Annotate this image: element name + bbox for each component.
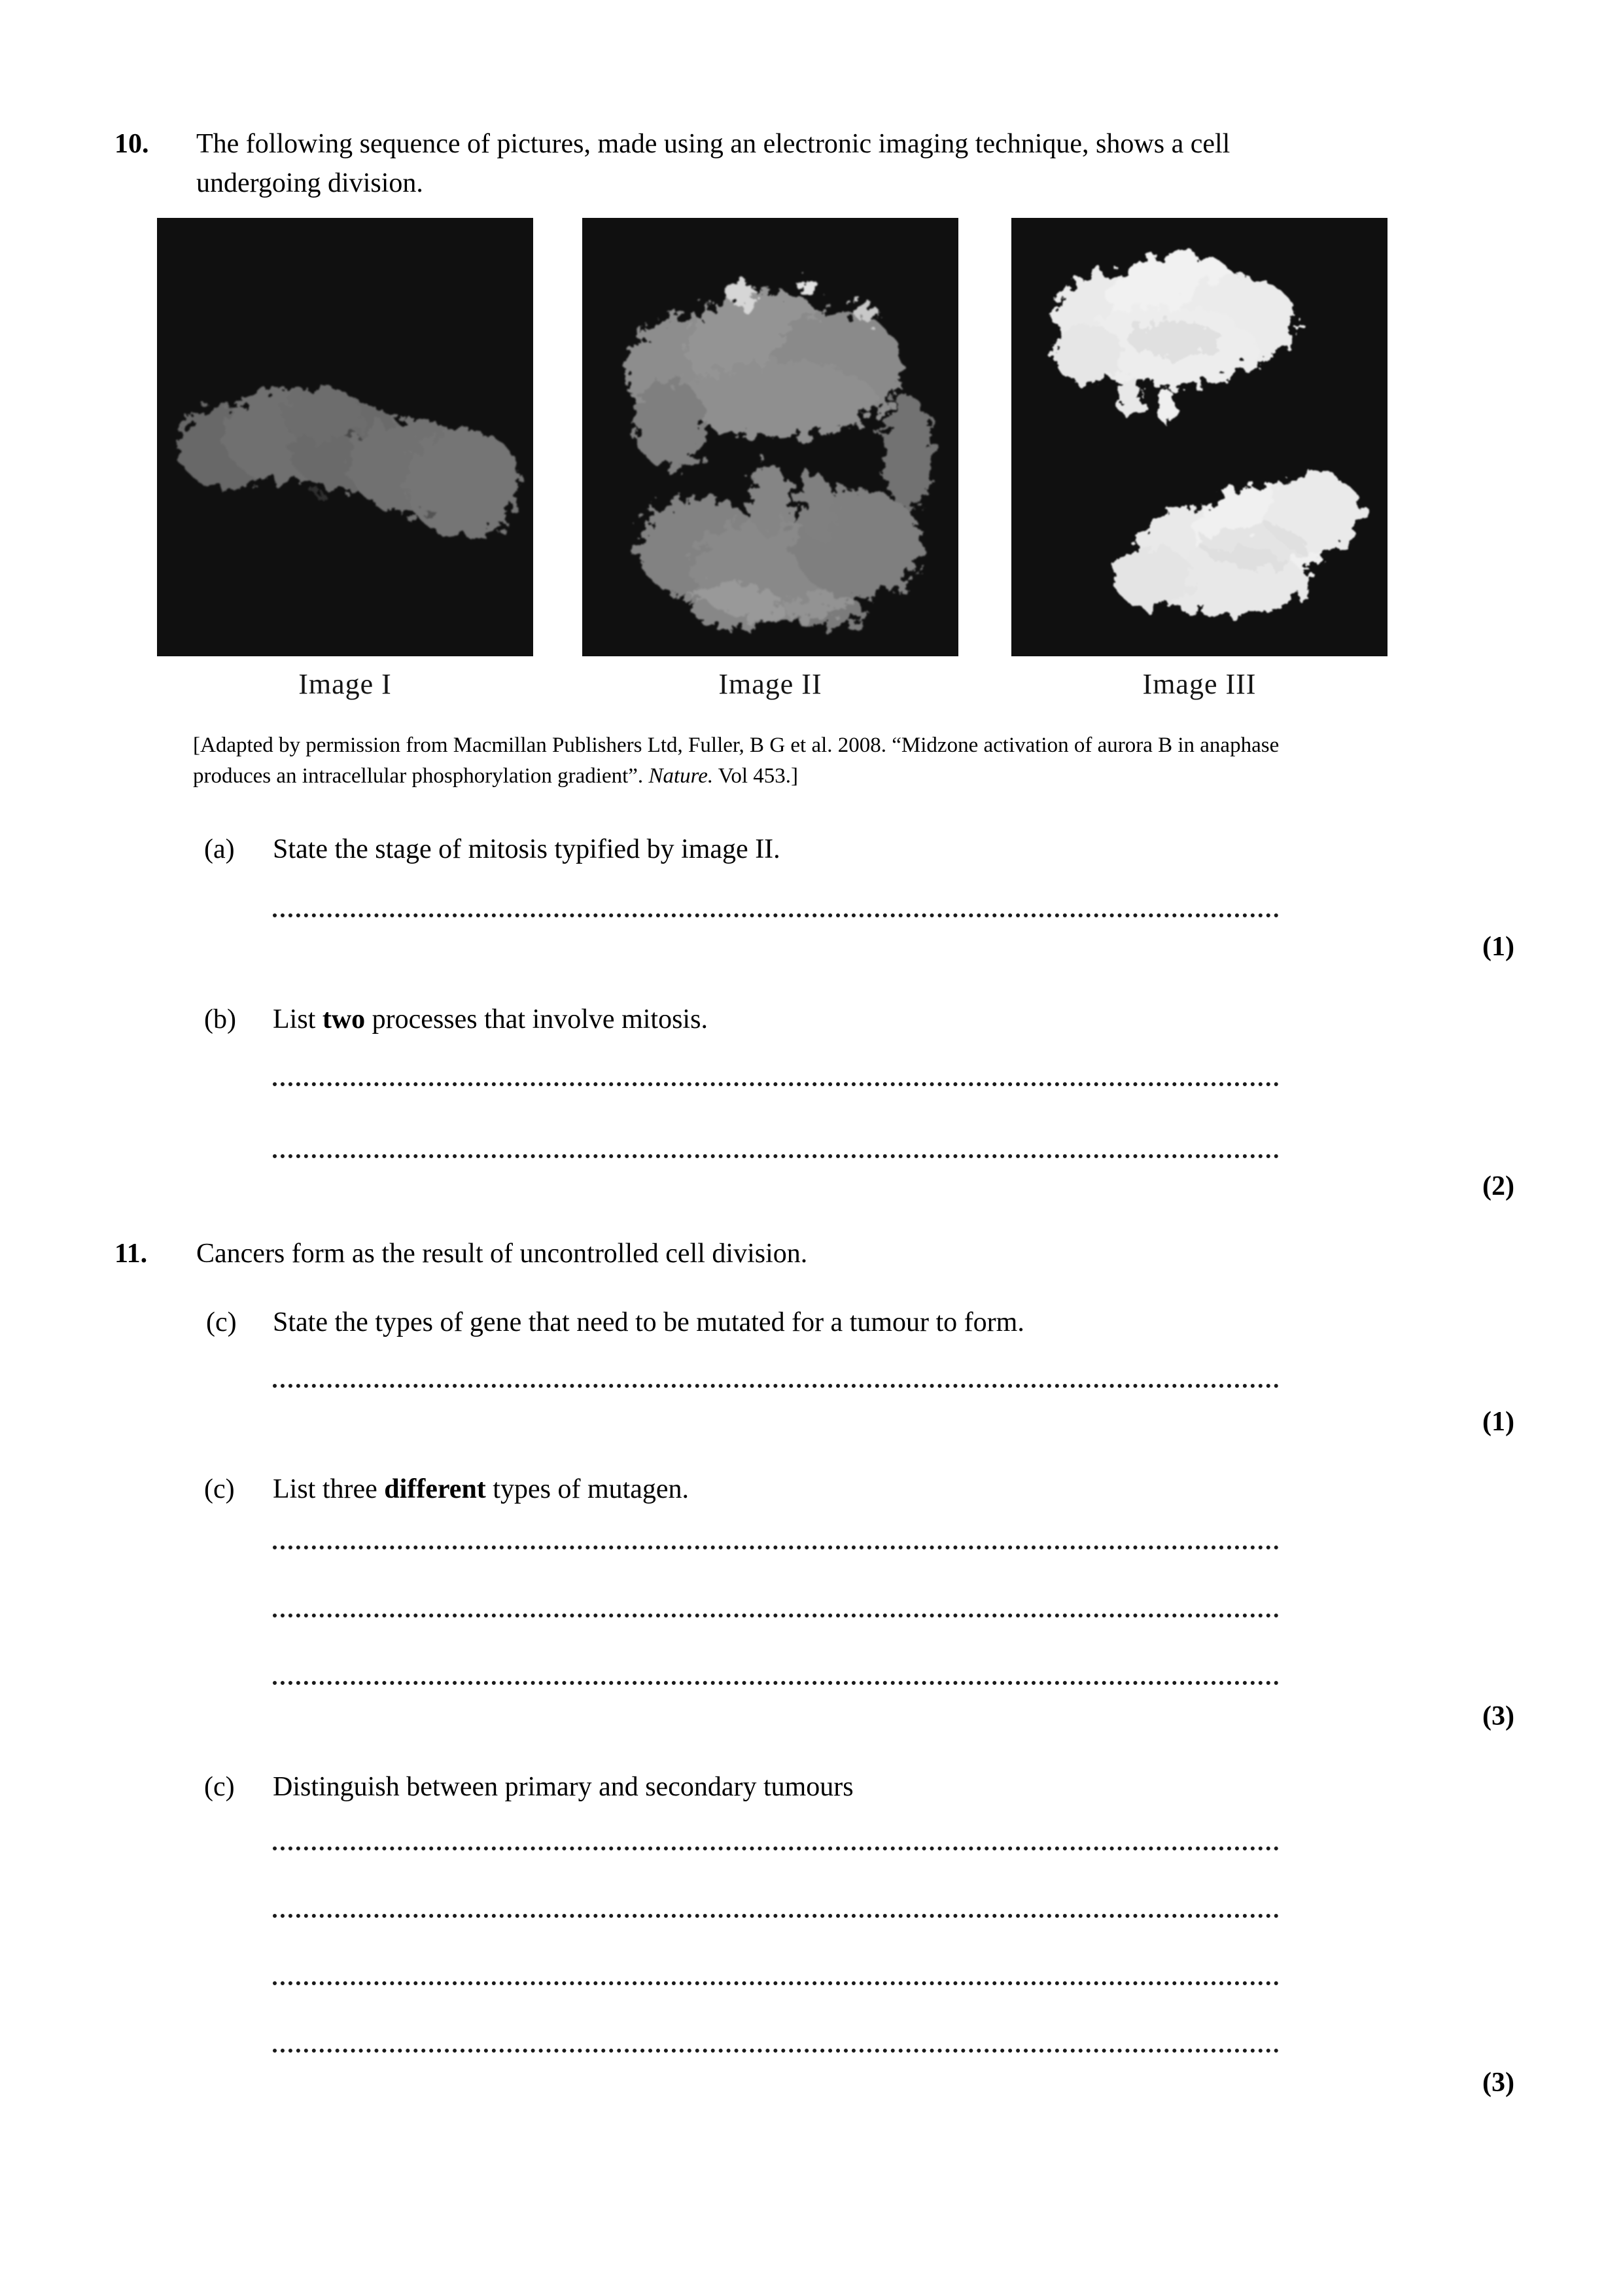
journal-name: Nature.	[648, 764, 714, 788]
answer-line	[273, 2049, 1279, 2053]
source-citation	[193, 730, 1495, 792]
cell-micrograph-3	[1011, 218, 1387, 656]
part-c2-question: List three different types of mutagen.	[273, 1474, 689, 1504]
question-10-number: 10.	[114, 129, 149, 159]
answer-line	[273, 1614, 1279, 1617]
answer-line	[273, 1384, 1279, 1388]
part-a-question: State the stage of mitosis typified by image II.	[273, 834, 780, 864]
mark-part-b: (2)	[1482, 1171, 1514, 1201]
cell-micrograph-1	[157, 218, 533, 656]
figure-caption-1: Image I	[298, 668, 392, 700]
question-10-intro-line-1: The following sequence of pictures, made using an electronic imaging technique, shows a cell	[196, 129, 1230, 159]
citation-line-2: produces an intracellular phosphorylation gradient”. Nature. Vol 453.]	[193, 764, 799, 788]
answer-line	[273, 1846, 1279, 1850]
cell-micrograph-2	[582, 218, 958, 656]
part-c1-question: State the types of gene that need to be mutated for a tumour to form.	[273, 1307, 1024, 1337]
question-11-number: 11.	[114, 1239, 148, 1269]
part-a-label: (a)	[204, 834, 235, 864]
part-c1-label: (c)	[206, 1307, 237, 1337]
cell-micrograph-3-svg	[1011, 218, 1387, 656]
part-b-label: (b)	[204, 1004, 236, 1034]
citation-line-1: [Adapted by permission from Macmillan Publishers Ltd, Fuller, B G et al. 2008. “Midzone activation of aurora B in anaphase	[193, 733, 1280, 757]
answer-line	[273, 1154, 1279, 1158]
answer-line	[273, 1545, 1279, 1549]
answer-line	[273, 1681, 1279, 1685]
part-c2-label: (c)	[204, 1474, 235, 1504]
cell-micrograph-2-svg	[582, 218, 958, 656]
answer-line	[273, 913, 1279, 917]
answer-line	[273, 1914, 1279, 1918]
mark-part-c3: (3)	[1482, 2068, 1514, 2098]
cell-micrograph-1-svg	[157, 218, 533, 656]
question-10-intro-line-2: undergoing division.	[196, 168, 423, 198]
answer-line	[273, 1082, 1279, 1086]
part-c3-label: (c)	[204, 1772, 235, 1802]
part-c3-question: Distinguish between primary and secondary tumours	[273, 1772, 854, 1802]
mark-part-a: (1)	[1482, 932, 1514, 962]
figure-caption-3: Image III	[1142, 668, 1257, 700]
answer-line	[273, 1981, 1279, 1985]
mark-part-c1: (1)	[1482, 1407, 1514, 1437]
figure-caption-2: Image II	[718, 668, 822, 700]
mark-part-c2: (3)	[1482, 1701, 1514, 1731]
question-11-intro: Cancers form as the result of uncontrolled cell division.	[196, 1239, 808, 1269]
part-b-question: List two processes that involve mitosis.	[273, 1004, 708, 1034]
